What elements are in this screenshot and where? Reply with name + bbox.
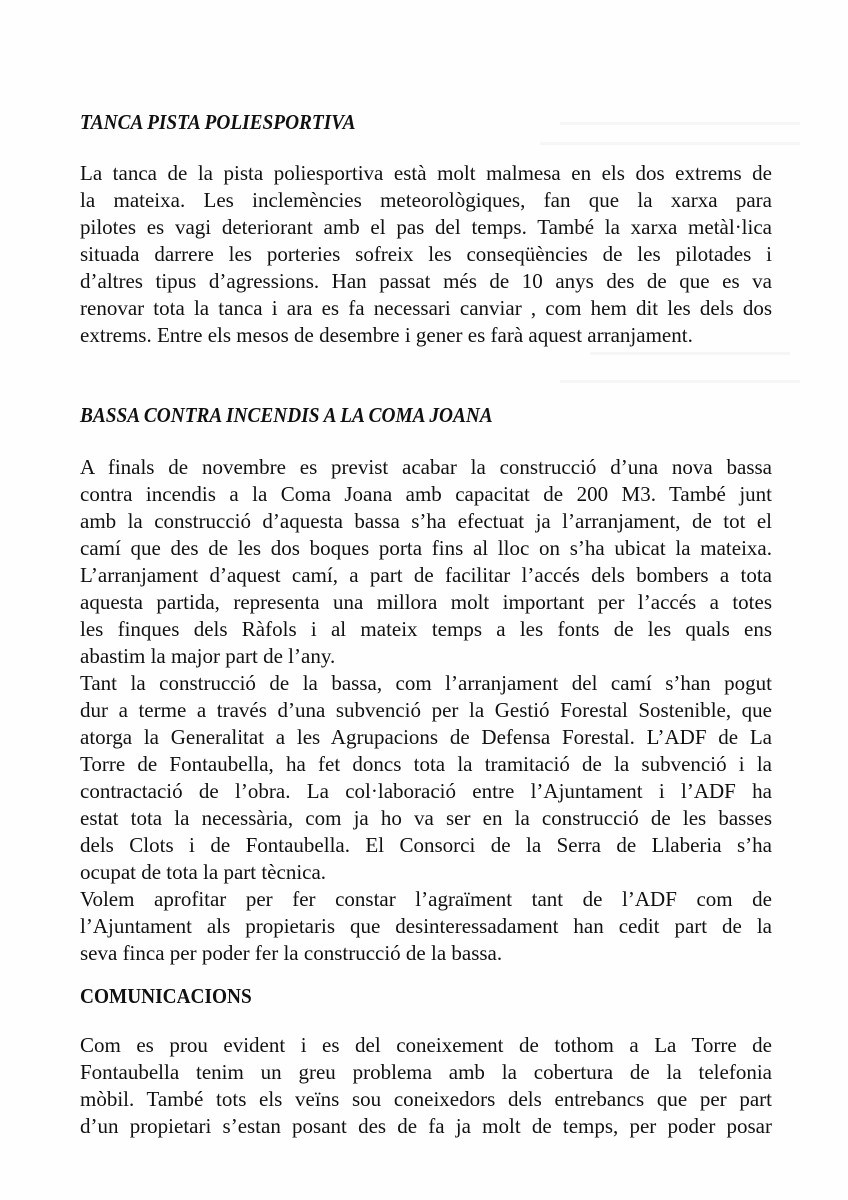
text-line: situada darrere les porteries sofreix les conseqüències de les pilotades i <box>80 242 772 266</box>
text-line: pilotes es vagi deteriorant amb el pas del temps. També la xarxa metàl·lica <box>80 215 772 239</box>
text-line: mòbil. També tots els veïns sou coneixedors dels entrebancs que per part <box>80 1087 772 1111</box>
bleed-through-mark <box>560 380 800 383</box>
text-line: ocupat de tota la part tècnica. <box>80 860 327 884</box>
section-heading-bassa-contra-incendis: BASSA CONTRA INCENDIS A LA COMA JOANA <box>80 403 493 427</box>
text-line: contractació de l’obra. La col·laboració entre l’Ajuntament i l’ADF ha <box>80 779 772 803</box>
text-line: dur a terme a través d’una subvenció per la Gestió Forestal Sostenible, que <box>80 698 772 722</box>
text-line: camí que des de les dos boques porta fins al lloc on s’ha ubicat la mateixa. <box>80 536 772 560</box>
bleed-through-mark <box>540 142 800 145</box>
text-line: estat tota la necessària, com ja ho va ser en la construcció de les basses <box>80 806 772 830</box>
section-heading-tanca-pista: TANCA PISTA POLIESPORTIVA <box>80 110 356 134</box>
bleed-through-mark <box>590 352 790 355</box>
text-line: Volem aprofitar per fer constar l’agraïment tant de l’ADF com de <box>80 887 772 911</box>
text-line: dels Clots i de Fontaubella. El Consorci de la Serra de Llaberia s’ha <box>80 833 772 857</box>
text-line: la mateixa. Les inclemències meteorològiques, fan que la xarxa para <box>80 188 772 212</box>
text-line: l’Ajuntament als propietaris que desinteressadament han cedit part de la <box>80 914 772 938</box>
text-line: amb la construcció d’aquesta bassa s’ha efectuat ja l’arranjament, de tot el <box>80 509 772 533</box>
bleed-through-mark <box>560 122 800 125</box>
text-line: abastim la major part de l’any. <box>80 644 336 668</box>
text-line: A finals de novembre es previst acabar la construcció d’una nova bassa <box>80 455 772 479</box>
text-line: renovar tota la tanca i ara es fa necessari canviar , com hem dit les dels dos <box>80 296 772 320</box>
section-heading-comunicacions: COMUNICACIONS <box>80 984 252 1008</box>
text-line: seva finca per poder fer la construcció de la bassa. <box>80 941 503 965</box>
text-line: les finques dels Ràfols i al mateix temps a les fonts de les quals ens <box>80 617 772 641</box>
text-line: Com es prou evident i es del coneixement de tothom a La Torre de <box>80 1033 772 1057</box>
text-line: d’altres tipus d’agressions. Han passat més de 10 anys des de que es va <box>80 269 772 293</box>
text-line: d’un propietari s’estan posant des de fa ja molt de temps, per poder posar <box>80 1114 772 1138</box>
text-line: atorga la Generalitat a les Agrupacions de Defensa Forestal. L’ADF de La <box>80 725 772 749</box>
text-line: contra incendis a la Coma Joana amb capacitat de 200 M3. També junt <box>80 482 772 506</box>
text-line: aquesta partida, representa una millora molt important per l’accés a totes <box>80 590 772 614</box>
text-line: Fontaubella tenim un greu problema amb la cobertura de la telefonia <box>80 1060 772 1084</box>
text-line: extrems. Entre els mesos de desembre i gener es farà aquest arranjament. <box>80 323 693 347</box>
text-line: Torre de Fontaubella, ha fet doncs tota la tramitació de la subvenció i la <box>80 752 772 776</box>
text-line: L’arranjament d’aquest camí, a part de facilitar l’accés dels bombers a tota <box>80 563 772 587</box>
text-line: Tant la construcció de la bassa, com l’arranjament del camí s’han pogut <box>80 671 772 695</box>
text-line: La tanca de la pista poliesportiva està molt malmesa en els dos extrems de <box>80 161 772 185</box>
